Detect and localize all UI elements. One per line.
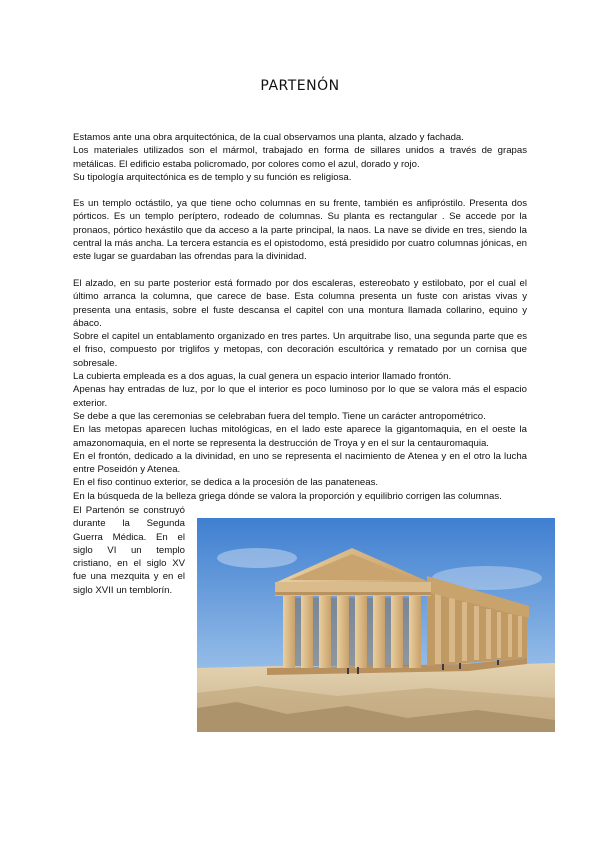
history-note: El Partenón se construyó durante la Segunda Guerra Médica. En el siglo VI un templo cristiano, en el siglo XV fue una mezquita y en el siglo XVII un temblorín. xyxy=(73,505,185,596)
paragraph: Apenas hay entradas de luz, por lo que el interior es poco luminoso por lo que se valora más el espacio exterior. xyxy=(73,384,527,409)
paragraph: Los materiales utilizados son el mármol, trabajado en forma de sillares unidos a través de grapas metálicas. El edificio estaba policromado, por colores como el azul, dorado y rojo. xyxy=(73,145,527,170)
paragraph: La cubierta empleada es a dos aguas, la cual genera un espacio interior llamado frontón. xyxy=(73,371,452,383)
parthenon-illustration xyxy=(197,518,555,732)
parthenon-photo xyxy=(197,518,555,732)
paragraph: Estamos ante una obra arquitectónica, de la cual observamos una planta, alzado y fachada. xyxy=(73,132,464,143)
paragraph: En el frontón, dedicado a la divinidad, en uno se representa el nacimiento de Atenea y en el otro la lucha entre Poseidón y Atenea. xyxy=(73,450,527,476)
paragraph: Sobre el capitel un entablamento organizado en tres partes. Un arquitrabe liso, una segunda parte que es el friso, compuesto por triglifos y metopas, con decoración escultórica y rematado por un cornisa que sobresale. xyxy=(73,331,527,369)
paragraph: Se debe a que las ceremonias se celebraban fuera del templo. Tiene un carácter antropométrico. xyxy=(73,410,486,422)
paragraph: En el fiso continuo exterior, se dedica a la procesión de las panateneas. xyxy=(73,477,379,489)
paragraph: El alzado, en su parte posterior está formado por dos escaleras, estereobato y estilobato, por el cual el último arranca la columna, que carece de base. Esta columna presenta un fuste con aristas vivas y presenta una entasis, sobre el fuste descansa el capitel con una montura llamada collarino, equino y ábaco. xyxy=(73,278,527,329)
intro-section xyxy=(73,131,527,184)
page-title: PARTENÓN xyxy=(260,78,340,94)
paragraph: En la búsqueda de la belleza griega dónde se valora la proporción y equilibrio corrigen las columnas. xyxy=(73,490,502,502)
plan-section xyxy=(73,197,527,263)
paragraph: Su tipología arquitectónica es de templo y su función es religiosa. xyxy=(73,171,352,183)
elevation-section xyxy=(73,277,527,503)
paragraph: En las metopas aparecen luchas mitológicas, en el lado este aparece la gigantomaquia, en el oeste la amazonomaquia, en el norte se representa la destrucción de Troya y en el sur la centauromaquia. xyxy=(73,424,527,449)
paragraph: Es un templo octástilo, ya que tiene ocho columnas en su frente, también es anfipróstilo. Presenta dos pórticos. Es un templo períptero, rodeado de columnas. Su planta es rectangular . Se accede por la pronaos, pórtico hexástilo que da acceso a la parte principal, la naos. La nave se divide en tres, siendo la central la más ancha. La tercera estancia es el opistodomo, está presidido por cuatro columnas jónicas, en este lugar se guardaban las ofrendas para la divinidad. xyxy=(73,198,527,263)
